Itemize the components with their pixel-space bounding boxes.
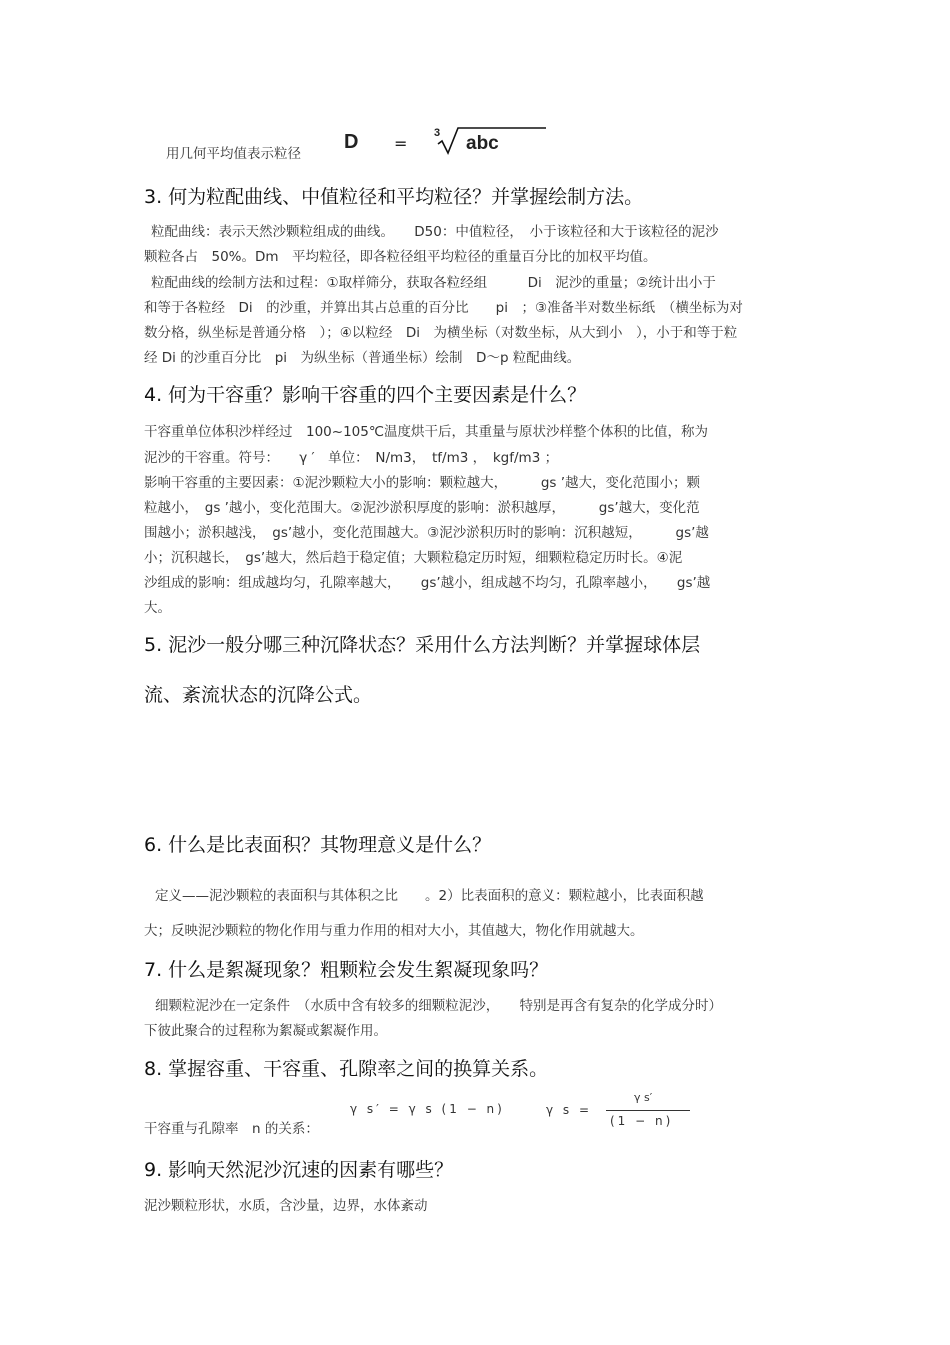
q4-line: 大。 [144, 600, 171, 616]
q8-formula-2-lhs: γ s = [546, 1103, 593, 1117]
q4-line: 影响干容重的主要因素：①泥沙颗粒大小的影响：颗粒越大， gs ’越大，变化范围小；颗 [144, 475, 701, 491]
q3-title: 3. 何为粒配曲线、中值粒径和平均粒径？并掌握绘制方法。 [144, 186, 644, 208]
q4-title: 4. 何为干容重？影响干容重的四个主要因素是什么？ [144, 384, 587, 406]
q7-title: 7. 什么是絮凝现象？粗颗粒会发生絮凝现象吗？ [144, 959, 549, 981]
q4-line: 围越小；淤积越浅， gs’越小，变化范围越大。③泥沙淤积历时的影响：沉积越短， gs’越 [144, 525, 709, 541]
q7-line: 细颗粒泥沙在一定条件 （水质中含有较多的细颗粒泥沙， 特别是再含有复杂的化学成分时） [155, 998, 722, 1014]
q8-formula-1: γ s′ = γ s (1 − n) [350, 1102, 505, 1116]
root-index: 3 [434, 127, 441, 139]
q6-line: 大；反映泥沙颗粒的物化作用与重力作用的相对大小，其值越大，物化作用就越大。 [144, 923, 644, 939]
q8-label: 干容重与孔隙率 n 的关系： [144, 1121, 319, 1137]
q7-line: 下彼此聚合的过程称为絮凝或絮凝作用。 [144, 1023, 387, 1039]
q4-line: 小；沉积越长， gs’越大，然后趋于稳定值；大颗粒稳定历时短，细颗粒稳定历时长。④泥 [144, 550, 683, 566]
q4-line: 泥沙的干容重。符号： γ ′ 单位： N/m3， tf/m3 ， kgf/m3 ； [144, 450, 559, 466]
q3-line: 和等于各粒经 Di 的沙重，并算出其占总重的百分比 pi ；③准备半对数坐标纸 （横坐标为对 [144, 300, 743, 316]
formula-eq: = [394, 134, 408, 153]
q6-title: 6. 什么是比表面积？其物理意义是什么？ [144, 834, 492, 856]
fraction-bar [606, 1110, 690, 1111]
formula-lhs: D [344, 131, 359, 153]
formula-label: 用几何平均值表示粒径 [166, 146, 301, 162]
q8-formula-2-denominator: (1 − n) [610, 1114, 674, 1128]
q3-line: 粒配曲线：表示天然沙颗粒组成的曲线。 D50：中值粒径， 小于该粒径和大于该粒径的泥沙 [151, 224, 719, 240]
q6-line: 定义——泥沙颗粒的表面积与其体积之比 。2）比表面积的意义：颗粒越小，比表面积越 [155, 888, 704, 904]
q3-line: 经 Di 的沙重百分比 pi 为纵坐标（普通坐标）绘制 D～p 粒配曲线。 [144, 350, 581, 366]
q5-title-line2: 流、紊流状态的沉降公式。 [144, 684, 373, 706]
root-body: abc [466, 133, 499, 154]
q4-line: 粒越小， gs ’越小，变化范围大。②泥沙淤积厚度的影响：淤积越厚， gs’越大，变化范 [144, 500, 700, 516]
q4-line: 沙组成的影响：组成越均匀，孔隙率越大， gs’越小，组成越不均匀，孔隙率越小， gs’越 [144, 575, 711, 591]
q5-title-line1: 5. 泥沙一般分哪三种沉降状态？采用什么方法判断？并掌握球体层 [144, 634, 701, 656]
q4-line: 干容重单位体积沙样经过 100~105℃温度烘干后，其重量与原状沙样整个体积的比值，称为 [144, 424, 709, 440]
q3-line: 颗粒各占 50%。Dm 平均粒径，即各粒径组平均粒径的重量百分比的加权平均值。 [144, 249, 657, 265]
q3-line: 粒配曲线的绘制方法和过程：①取样筛分，获取各粒经组 Di 泥沙的重量；②统计出小于 [151, 275, 716, 291]
q9-title: 9. 影响天然泥沙沉速的因素有哪些？ [144, 1159, 454, 1181]
q9-line: 泥沙颗粒形状，水质，含沙量，边界，水体紊动 [144, 1198, 428, 1214]
q8-formula-2-numerator: γ s′ [634, 1091, 653, 1104]
q3-line: 数分格，纵坐标是普通分格 ）；④以粒经 Di 为横坐标（对数坐标，从大到小 ），小于和等于粒 [144, 325, 738, 341]
q8-title: 8. 掌握容重、干容重、孔隙率之间的换算关系。 [144, 1058, 549, 1080]
